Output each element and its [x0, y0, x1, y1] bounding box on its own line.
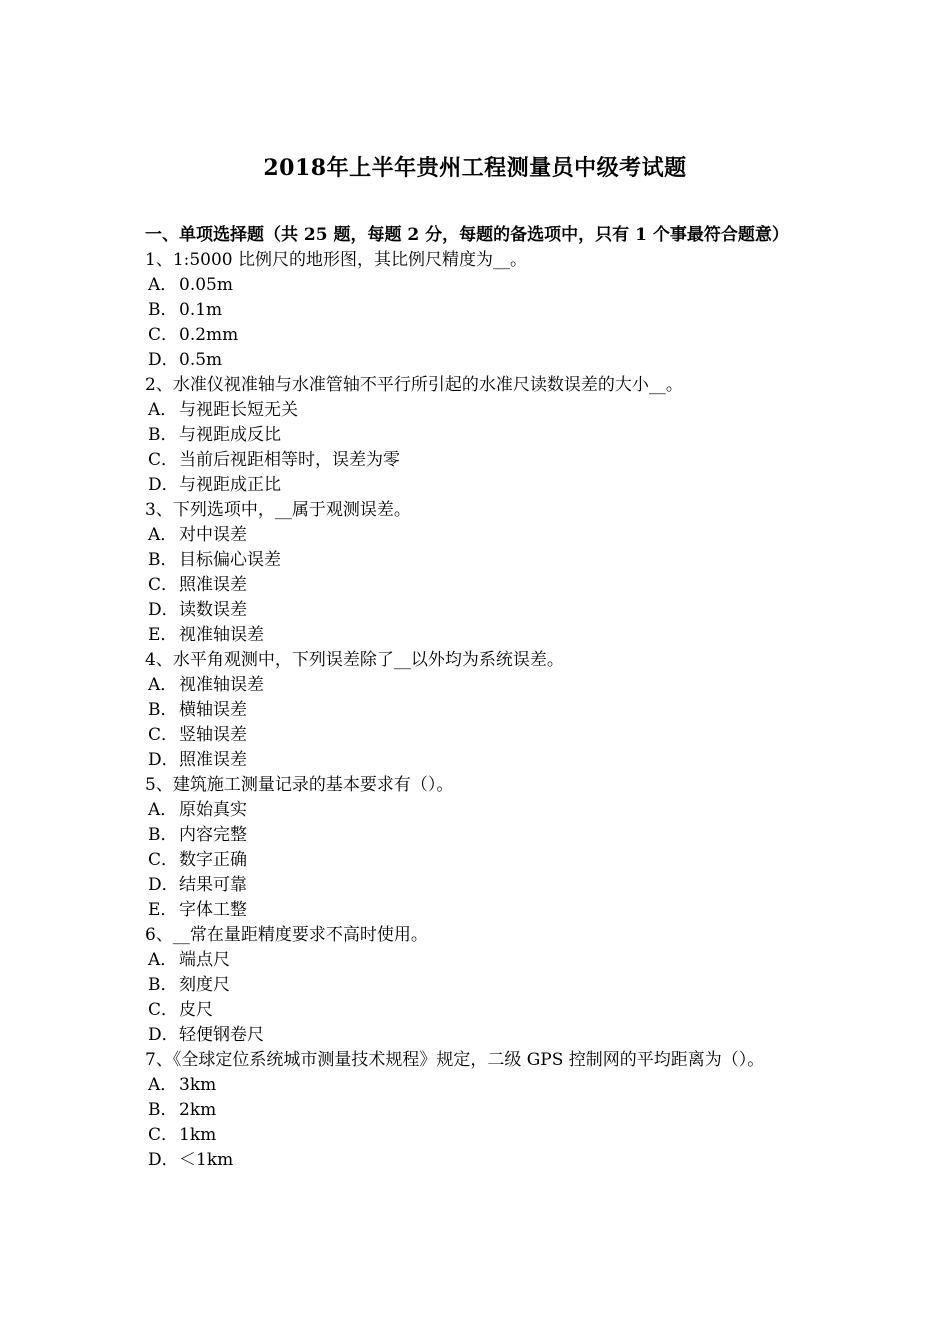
- option-text: 内容完整: [179, 825, 247, 845]
- option-item: [145, 873, 810, 898]
- section-heading: 一、单项选择题（共 25 题，每题 2 分，每题的备选项中，只有 1 个事最符合题意）: [145, 225, 789, 245]
- option-letter: A．: [148, 275, 178, 295]
- option-text: 数字正确: [179, 850, 247, 870]
- document-body: [145, 223, 810, 1173]
- option-letter: A．: [148, 950, 178, 970]
- option-text: 横轴误差: [179, 700, 247, 720]
- option-list: [145, 398, 810, 498]
- option-item: [145, 348, 810, 373]
- option-text: 读数误差: [179, 600, 247, 620]
- option-letter: B．: [148, 700, 178, 720]
- option-text: 与视距成正比: [179, 475, 281, 495]
- option-letter: D．: [148, 750, 179, 770]
- option-letter: B．: [148, 425, 178, 445]
- option-letter: C．: [148, 1000, 179, 1020]
- option-letter: A．: [148, 1075, 178, 1095]
- option-item: [145, 1073, 810, 1098]
- option-letter: D．: [148, 875, 179, 895]
- option-item: [145, 723, 810, 748]
- option-item: [145, 473, 810, 498]
- option-item: [145, 1148, 810, 1173]
- option-text: 视准轴误差: [179, 675, 264, 695]
- question-stem: 7、《全球定位系统城市测量技术规程》规定，二级 GPS 控制网的平均距离为（）。: [145, 1050, 765, 1070]
- option-letter: C．: [148, 1125, 179, 1145]
- option-text: 视准轴误差: [179, 625, 264, 645]
- option-letter: B．: [148, 1100, 178, 1120]
- option-text: 0.05m: [179, 275, 233, 295]
- option-item: [145, 323, 810, 348]
- question-stem: 5、建筑施工测量记录的基本要求有（）。: [145, 775, 454, 795]
- option-item: [145, 423, 810, 448]
- option-text: 端点尺: [179, 950, 230, 970]
- option-letter: E．: [148, 625, 178, 645]
- option-item: [145, 448, 810, 473]
- option-letter: C．: [148, 575, 179, 595]
- question-list: [145, 248, 810, 1173]
- option-text: 轻便钢卷尺: [179, 1025, 264, 1045]
- option-letter: A．: [148, 675, 178, 695]
- option-item: [145, 898, 810, 923]
- option-text: 与视距长短无关: [179, 400, 298, 420]
- option-item: [145, 273, 810, 298]
- option-item: [145, 523, 810, 548]
- question-item: [145, 1048, 810, 1173]
- question-stem: 3、下列选项中，__属于观测误差。: [145, 500, 411, 520]
- option-item: [145, 698, 810, 723]
- option-letter: D．: [148, 1150, 179, 1170]
- option-letter: D．: [148, 1025, 179, 1045]
- option-item: [145, 1023, 810, 1048]
- option-letter: A．: [148, 800, 178, 820]
- option-text: 与视距成反比: [179, 425, 281, 445]
- question-stem: 1、1:5000 比例尺的地形图，其比例尺精度为__。: [145, 250, 528, 270]
- option-item: [145, 848, 810, 873]
- option-letter: B．: [148, 975, 178, 995]
- option-text: 3km: [179, 1075, 217, 1095]
- option-letter: C．: [148, 850, 179, 870]
- option-letter: D．: [148, 600, 179, 620]
- option-text: 照准误差: [179, 750, 247, 770]
- option-item: [145, 298, 810, 323]
- option-letter: B．: [148, 825, 178, 845]
- option-text: 刻度尺: [179, 975, 230, 995]
- option-item: [145, 398, 810, 423]
- option-letter: E．: [148, 900, 178, 920]
- option-item: [145, 623, 810, 648]
- option-item: [145, 823, 810, 848]
- option-text: 目标偏心误差: [179, 550, 281, 570]
- option-text: 当前后视距相等时，误差为零: [179, 450, 400, 470]
- option-item: [145, 573, 810, 598]
- option-item: [145, 1123, 810, 1148]
- option-text: 皮尺: [179, 1000, 213, 1020]
- option-list: [145, 948, 810, 1048]
- option-letter: A．: [148, 525, 178, 545]
- option-text: 原始真实: [179, 800, 247, 820]
- option-text: 对中误差: [179, 525, 247, 545]
- option-text: 照准误差: [179, 575, 247, 595]
- question-item: [145, 773, 810, 923]
- option-item: [145, 548, 810, 573]
- option-list: [145, 1073, 810, 1173]
- option-item: [145, 948, 810, 973]
- option-list: [145, 273, 810, 373]
- option-item: [145, 748, 810, 773]
- option-list: [145, 673, 810, 773]
- option-letter: C．: [148, 725, 179, 745]
- option-item: [145, 673, 810, 698]
- option-item: [145, 798, 810, 823]
- option-text: 0.1m: [179, 300, 223, 320]
- option-text: 0.5m: [179, 350, 223, 370]
- option-text: 结果可靠: [179, 875, 247, 895]
- option-text: 0.2mm: [179, 325, 239, 345]
- question-item: [145, 373, 810, 498]
- page-title: 2018年上半年贵州工程测量员中级考试题: [263, 155, 687, 181]
- question-item: [145, 923, 810, 1048]
- option-item: [145, 598, 810, 623]
- option-text: ＜1km: [179, 1150, 234, 1170]
- question-stem: 6、__常在量距精度要求不高时使用。: [145, 925, 428, 945]
- option-letter: A．: [148, 400, 178, 420]
- question-item: [145, 248, 810, 373]
- question-stem: 4、水平角观测中，下列误差除了__以外均为系统误差。: [145, 650, 564, 670]
- question-stem: 2、水准仪视准轴与水准管轴不平行所引起的水准尺读数误差的大小__。: [145, 375, 683, 395]
- option-letter: C．: [148, 450, 179, 470]
- option-letter: D．: [148, 350, 179, 370]
- option-item: [145, 998, 810, 1023]
- option-list: [145, 798, 810, 923]
- question-item: [145, 648, 810, 773]
- option-item: [145, 1098, 810, 1123]
- option-text: 字体工整: [179, 900, 247, 920]
- option-list: [145, 523, 810, 648]
- option-letter: B．: [148, 550, 178, 570]
- option-text: 竖轴误差: [179, 725, 247, 745]
- option-text: 2km: [179, 1100, 217, 1120]
- question-item: [145, 498, 810, 648]
- option-letter: C．: [148, 325, 179, 345]
- option-letter: D．: [148, 475, 179, 495]
- option-item: [145, 973, 810, 998]
- option-letter: B．: [148, 300, 178, 320]
- option-text: 1km: [179, 1125, 217, 1145]
